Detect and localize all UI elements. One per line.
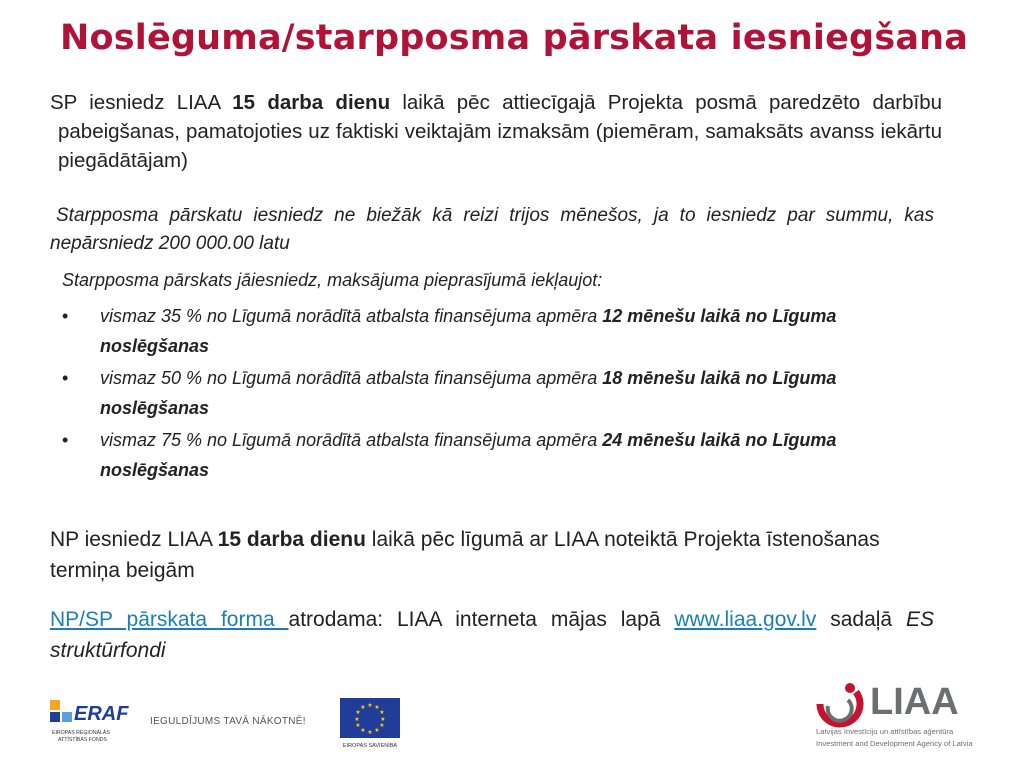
svg-text:★: ★ — [374, 704, 380, 711]
svg-text:★: ★ — [374, 727, 380, 734]
erdf-logo — [48, 692, 138, 752]
svg-text:ATTĪSTĪBAS FONDS: ATTĪSTĪBAS FONDS — [58, 737, 107, 743]
svg-text:ERAF: ERAF — [74, 703, 129, 725]
svg-text:★: ★ — [379, 709, 385, 716]
svg-text:★: ★ — [367, 702, 373, 709]
bullet-icon: • — [62, 430, 69, 450]
liaa-website-link[interactable]: www.liaa.gov.lv — [674, 608, 817, 631]
deadline-emphasis: 15 darba dienu — [232, 91, 391, 114]
interim-requirements-list — [62, 301, 862, 487]
svg-text:★: ★ — [360, 704, 366, 711]
sp-submission-paragraph: SP iesniedz LIAA 15 darba dienu laikā pēc attiecīgajā Projekta posmā paredzēto darbību pabeigšanas, pamatojoties uz faktiski veiktajām izmaksām (piemēram, samaksāts avanss iekārtu piegādātājam) — [50, 91, 942, 172]
bullet-icon: • — [62, 368, 69, 388]
svg-text:Latvijas Investīciju un attīst: Latvijas Investīciju un attīstības aģentūra — [816, 727, 954, 736]
bullet-icon: • — [62, 306, 69, 326]
svg-text:★: ★ — [354, 716, 360, 723]
liaa-logo — [812, 674, 1002, 754]
footer-logos — [0, 670, 1024, 768]
svg-text:★: ★ — [355, 709, 361, 716]
svg-text:Investment and Development Age: Investment and Development Agency of Latvia — [816, 739, 973, 748]
list-item: • vismaz 35 % no Līgumā norādītā atbalsta finansējuma apmēra 12 mēnešu laikā no Līguma noslēgšanas — [62, 301, 862, 361]
interim-requirements-heading: Starpposma pārskats jāiesniedz, maksājuma pieprasījumā iekļaujot: — [62, 270, 603, 290]
svg-text:LIAA: LIAA — [870, 681, 959, 723]
svg-text:EIROPAS REĢIONĀLĀS: EIROPAS REĢIONĀLĀS — [52, 730, 110, 736]
form-location-paragraph: NP/SP pārskata forma atrodama: LIAA interneta mājas lapā www.liaa.gov.lv sadaļā ES struktūrfondi — [50, 608, 934, 662]
interim-frequency-paragraph: Starpposma pārskatu iesniedz ne biežāk kā reizi trijos mēnešos, ja to iesniedz par summu, kas nepārsniedz 200 000.00 latu — [50, 205, 934, 254]
eu-flag-logo — [336, 696, 404, 752]
slide-title: Noslēguma/starpposma pārskata iesniegšana — [60, 18, 969, 58]
svg-text:EIROPAS SAVIENĪBA: EIROPAS SAVIENĪBA — [342, 743, 398, 749]
report-form-link[interactable]: NP/SP pārskata forma — [50, 608, 289, 631]
svg-text:★: ★ — [379, 722, 385, 729]
svg-text:★: ★ — [355, 722, 361, 729]
svg-text:★: ★ — [360, 727, 366, 734]
list-item: • vismaz 50 % no Līgumā norādītā atbalsta finansējuma apmēra 18 mēnešu laikā no Līguma noslēgšanas — [62, 363, 862, 423]
list-item: • vismaz 75 % no Līgumā norādītā atbalsta finansējuma apmēra 24 mēnešu laikā no Līguma noslēgšanas — [62, 425, 862, 485]
svg-text:★: ★ — [367, 729, 373, 736]
deadline-emphasis: 15 darba dienu — [217, 528, 366, 551]
np-submission-paragraph: NP iesniedz LIAA 15 darba dienu laikā pēc līgumā ar LIAA noteiktā Projekta īstenošanas termiņa beigām — [50, 528, 880, 582]
svg-text:★: ★ — [380, 716, 386, 723]
slogan-text: IEGULDĪJUMS TAVĀ NĀKOTNĒ! — [150, 716, 306, 727]
